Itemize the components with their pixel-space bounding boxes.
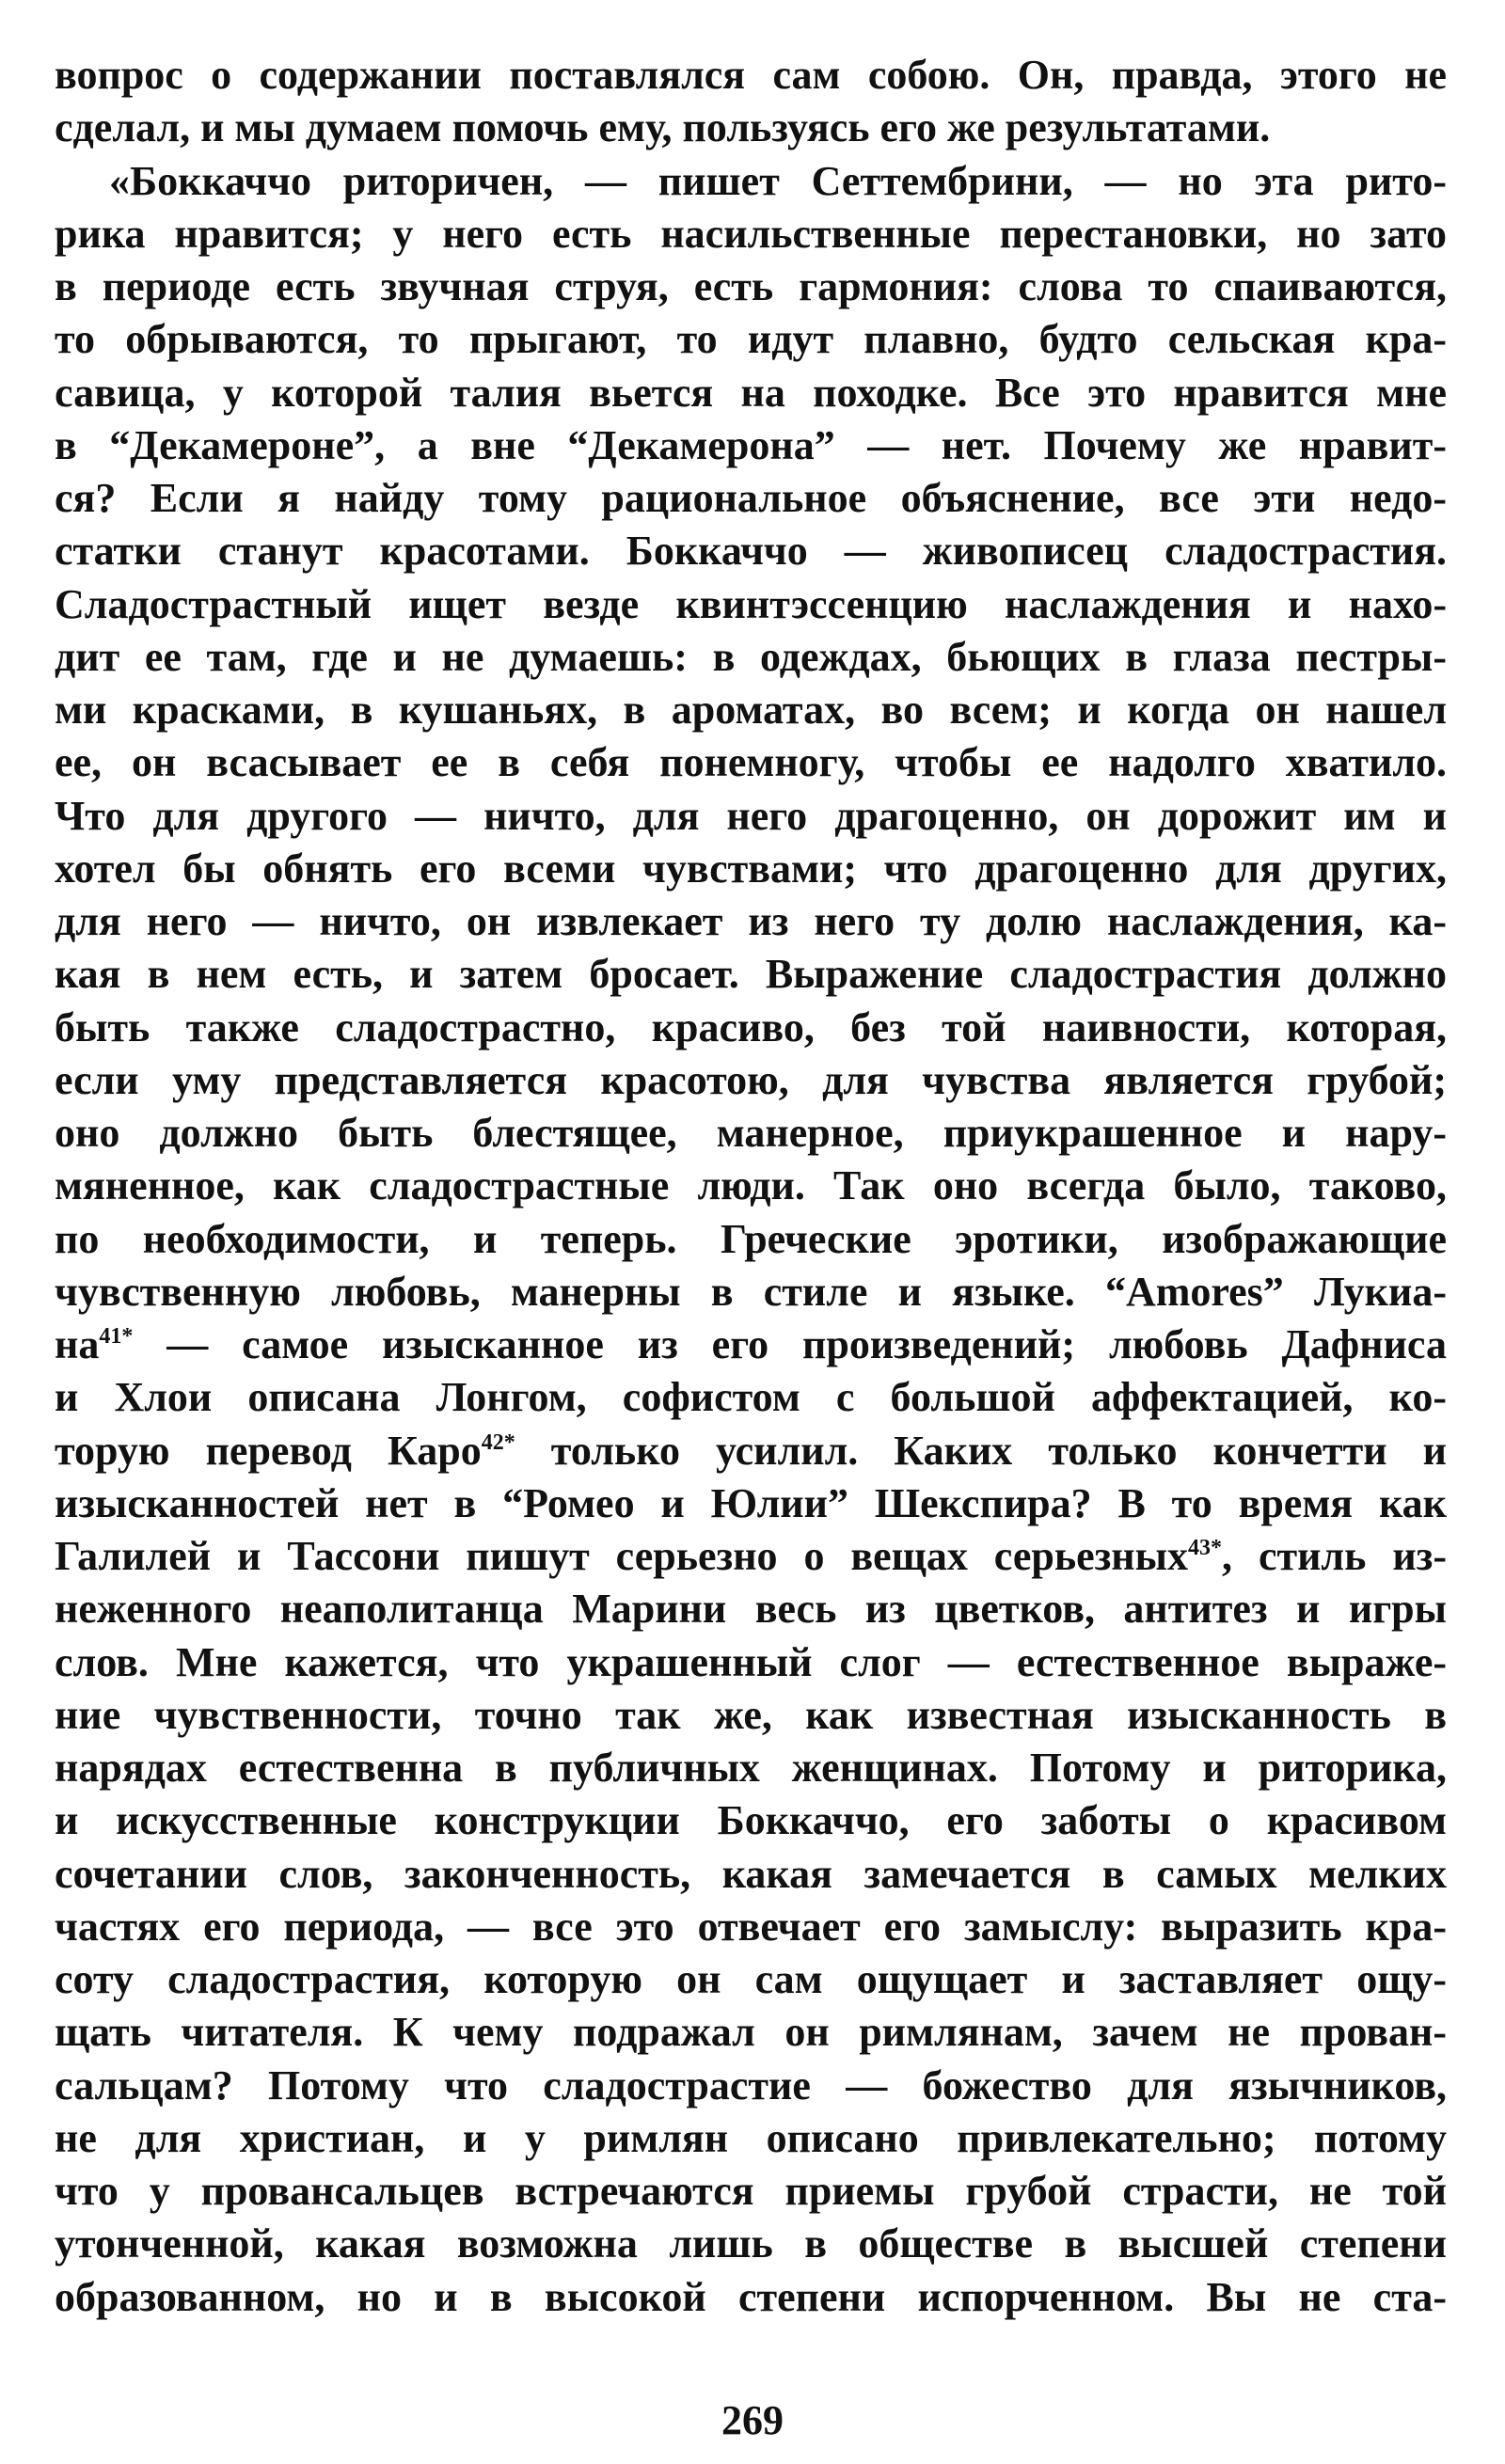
text-line: нарядах естественна в публичных женщинах. Потому и риторика, bbox=[55, 1745, 1447, 1791]
text-line: частях его периода, — все это отвечает его замыслу: выразить кра- bbox=[55, 1903, 1447, 1950]
text-line: и Хлои описана Лонгом, софистом с большой аффектацией, ко- bbox=[55, 1374, 1447, 1421]
text-segment: торую перевод Каро bbox=[55, 1427, 482, 1474]
text-line: быть также сладострастно, красиво, без той наивности, которая, bbox=[55, 1003, 1447, 1050]
text-line: по необходимости, и теперь. Греческие эротики, изображающие bbox=[55, 1215, 1447, 1262]
text-line: в “Декамероне”, а вне “Декамерона” — нет. Почему же нравит- bbox=[55, 421, 1447, 468]
text-line: оно должно быть блестящее, манерное, приукрашенное и нару- bbox=[55, 1110, 1447, 1156]
text-line: в периоде есть звучная струя, есть гармония: слова то спаиваются, bbox=[55, 263, 1447, 309]
text-line: ее, он всасывает ее в себя понемногу, чтобы ее надолго хватило. bbox=[55, 739, 1447, 786]
text-line: и искусственные конструкции Боккаччо, его заботы о красивом bbox=[55, 1797, 1447, 1844]
text-line: неженного неаполитанца Марини весь из цветков, антитез и игры bbox=[55, 1586, 1447, 1633]
text-line: сочетании слов, законченность, какая замечается в самых мелких bbox=[55, 1850, 1447, 1897]
text-line: кая в нем есть, и затем бросает. Выражение сладострастия должно bbox=[55, 951, 1447, 998]
footnote-marker: 41* bbox=[99, 1324, 134, 1349]
text-line: савица, у которой талия вьется на походке. Все это нравится мне bbox=[55, 369, 1447, 416]
footnote-marker: 43* bbox=[1188, 1536, 1223, 1560]
text-line bbox=[55, 1319, 1447, 1371]
text-line: сальцам? Потому что сладострастие — божество для язычников, bbox=[55, 2061, 1447, 2109]
text-segment: только усилил. Каких только кончетти и bbox=[515, 1427, 1447, 1474]
text-line: изысканностей нет в “Ромео и Юлии” Шекспира? В то время как bbox=[55, 1479, 1447, 1526]
text-segment: , стиль из- bbox=[1222, 1533, 1447, 1579]
text-line: если уму представляется красотою, для чувства является грубой; bbox=[55, 1056, 1447, 1103]
text-line: хотел бы обнять его всеми чувствами; что драгоценно для других, bbox=[55, 845, 1447, 892]
text-line: слов. Мне кажется, что украшенный слог — естественное выраже- bbox=[55, 1638, 1447, 1685]
text-line: образованном, но и в высокой степени испорченном. Вы не ста- bbox=[55, 2273, 1447, 2320]
text-line bbox=[55, 1530, 1447, 1583]
text-segment: на bbox=[55, 1321, 100, 1367]
text-line: щать читателя. К чему подражал он римлянам, зачем не прован- bbox=[55, 2009, 1447, 2056]
text-line: для него — ничто, он извлекает из него ту долю наслаждения, ка- bbox=[55, 898, 1447, 944]
text-line: статки станут красотами. Боккаччо — живописец сладострастия. bbox=[55, 528, 1447, 575]
text-segment: — самое изысканное из его произведений; любовь Дафниса bbox=[133, 1321, 1447, 1367]
text-line: чувственную любовь, манерны в стиле и языке. “Amores” Лукиа- bbox=[55, 1268, 1447, 1315]
page-number: 269 bbox=[721, 2397, 784, 2443]
footnote-marker: 42* bbox=[481, 1429, 515, 1455]
text-line: соту сладострастия, которую он сам ощущает и заставляет ощу- bbox=[55, 1956, 1447, 2002]
text-line: рика нравится; у него есть насильственные перестановки, но зато bbox=[55, 210, 1447, 257]
text-line: не для христиан, и у римлян описано привлекательно; потому bbox=[55, 2114, 1447, 2161]
text-line: Что для другого — ничто, для него драгоценно, он дорожит им и bbox=[55, 792, 1447, 839]
text-line: Сладострастный ищет везде квинтэссенцию наслаждения и нахо- bbox=[55, 580, 1447, 627]
text-line: то обрываются, то прыгают, то идут плавно, будто сельская кра- bbox=[55, 316, 1447, 363]
text-segment: Галилей и Тассони пишут серьезно о вещах серьезных bbox=[55, 1533, 1189, 1579]
text-line bbox=[55, 1425, 1447, 1477]
text-line: «Боккаччо риторичен, — пишет Сеттембрини, — но эта рито- bbox=[109, 157, 1447, 204]
text-line: сделал, и мы думаем помочь ему, пользуясь его же результатами. bbox=[55, 104, 1271, 151]
text-line: дит ее там, где и не думаешь: в одеждах, бьющих в глаза пестры- bbox=[55, 633, 1447, 680]
text-line: ся? Если я найду тому рациональное объяснение, все эти недо- bbox=[55, 475, 1447, 521]
text-line: утонченной, какая возможна лишь в обществе в высшей степени bbox=[55, 2220, 1447, 2267]
text-line: ние чувственности, точно так же, как известная изысканность в bbox=[55, 1691, 1447, 1738]
text-line: мяненное, как сладострастные люди. Так оно всегда было, таково, bbox=[55, 1162, 1447, 1209]
text-line: что у провансальцев встречаются приемы грубой страсти, не той bbox=[55, 2168, 1447, 2214]
text-line: вопрос о содержании поставлялся сам собою. Он, правда, этого не bbox=[55, 52, 1447, 98]
text-line: ми красками, в кушаньях, в ароматах, во всем; и когда он нашел bbox=[55, 687, 1447, 733]
body-text bbox=[55, 49, 1447, 2324]
